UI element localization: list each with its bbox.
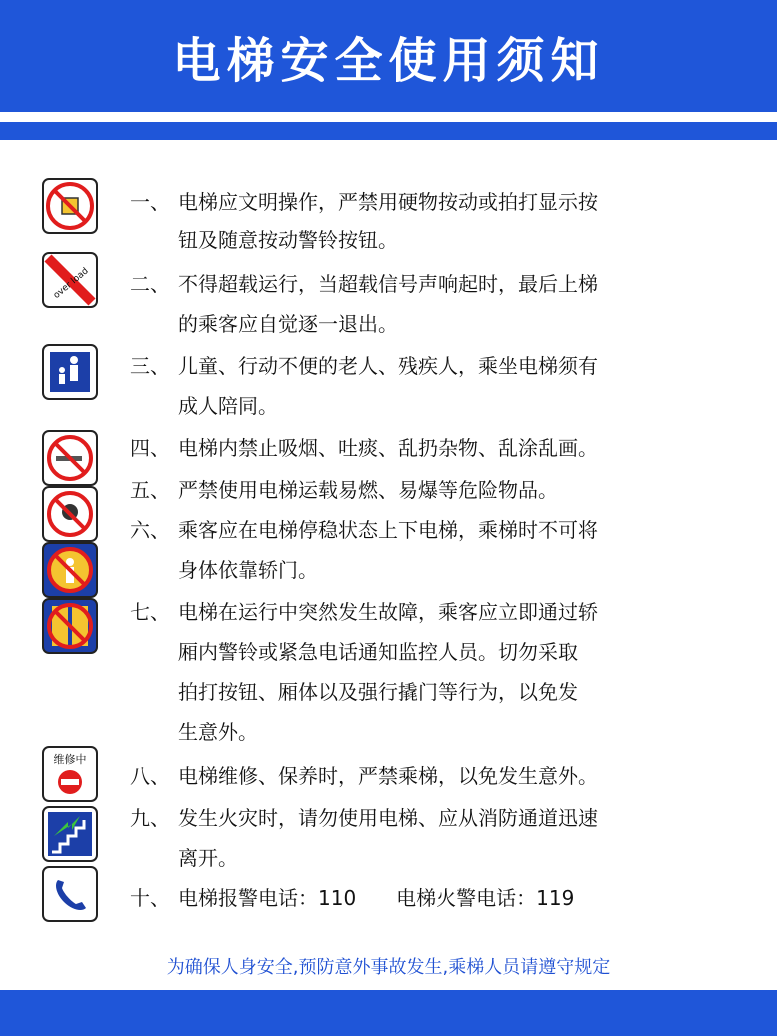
header-divider [0,112,777,122]
fire-stairs-icon [42,806,98,862]
rule-3 [130,352,598,420]
svg-text:over load: over load [51,266,91,301]
rule-number: 八、 [130,764,170,788]
rule-number: 六、 [130,518,170,542]
footer-bar [0,990,777,1036]
no-hazardous-icon [42,486,98,542]
rule-text-cont: 厢内警铃或紧急电话通知监控人员。切勿采取 [178,640,578,664]
rule-text: 儿童、行动不便的老人、残疾人，乘坐电梯须有 [178,354,598,378]
rule-number: 三、 [130,354,170,378]
rule-text: 乘客应在电梯停稳状态上下电梯，乘梯时不可将 [178,518,598,542]
no-leaning-icon [42,542,98,598]
rule-8 [130,762,598,790]
header-stripe [0,122,777,140]
rule-number: 一、 [130,190,170,214]
rule-number: 九、 [130,806,170,830]
rule-text: 电梯应文明操作，严禁用硬物按动或拍打显示按 [178,190,598,214]
rule-number: 二、 [130,272,170,296]
rule-5 [130,476,558,504]
rule-text-cont: 拍打按钮、厢体以及强行撬门等行为，以免发 [178,680,578,704]
rule-2 [130,270,598,338]
under-repair-icon [42,746,98,802]
rule-text: 不得超载运行，当超载信号声响起时，最后上梯 [178,272,598,296]
rule-text-cont: 成人陪同。 [178,394,278,418]
rule-text-cont: 生意外。 [178,720,258,744]
rule-4 [130,434,598,462]
rule-7 [130,598,598,746]
rule-number: 七、 [130,600,170,624]
rule-text: 电梯维修、保养时，严禁乘梯，以免发生意外。 [178,764,598,788]
rule-text-cont: 身体依靠轿门。 [178,558,318,582]
rule-number: 五、 [130,478,170,502]
footer-note: 为确保人身安全,预防意外事故发生,乘梯人员请遵守规定 [166,957,611,978]
page-title: 电梯安全使用须知 [172,33,605,89]
rule-text-cont: 的乘客应自觉逐一退出。 [178,312,398,336]
no-hitting-alarm-icon [42,178,98,234]
rule-9 [130,804,598,872]
child-with-adult-icon [42,344,98,400]
rule-text: 严禁使用电梯运载易燃、易爆等危险物品。 [178,478,558,502]
rule-text-cont: 离开。 [178,846,238,870]
rule-number: 十、 [130,886,170,910]
rule-number: 四、 [130,436,170,460]
no-forcing-door-icon [42,598,98,654]
rule-text: 电梯报警电话：110 电梯火警电话：119 [178,886,575,910]
svg-text:维修中: 维修中 [53,753,87,766]
rule-text: 电梯在运行中突然发生故障，乘客应立即通过轿 [178,600,598,624]
rule-1 [130,188,598,254]
no-smoking-icon [42,430,98,486]
no-overload-icon [42,252,98,308]
rule-text: 发生火灾时，请勿使用电梯、应从消防通道迅速 [178,806,598,830]
rule-text-cont: 钮及随意按动警铃按钮。 [178,228,398,252]
rule-10 [130,884,574,912]
phone-icon [42,866,98,922]
rule-6 [130,516,598,584]
rule-text: 电梯内禁止吸烟、吐痰、乱扔杂物、乱涂乱画。 [178,436,598,460]
